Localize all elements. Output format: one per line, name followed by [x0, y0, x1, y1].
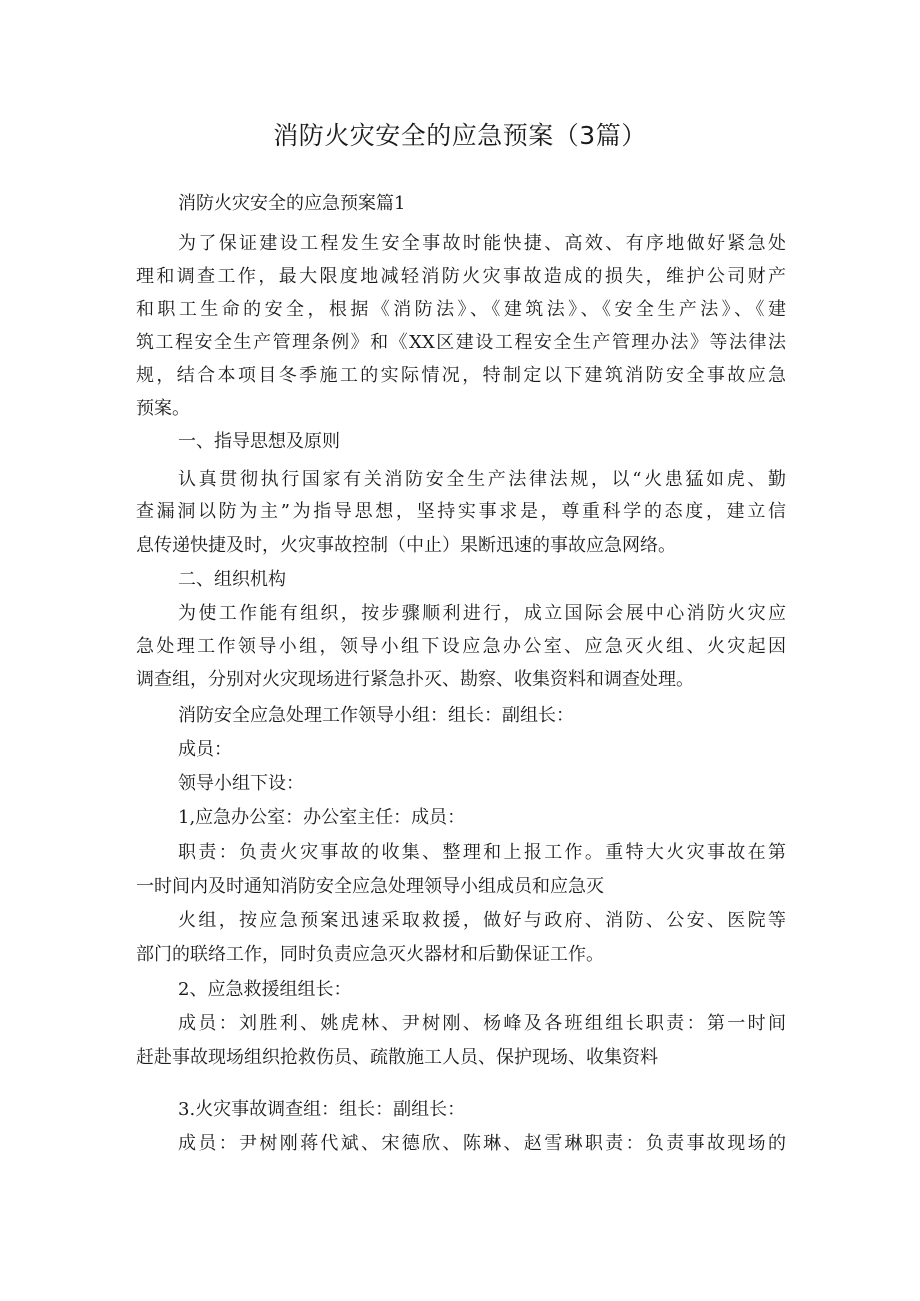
body-line: 成员：刘胜利、姚虎林、尹树刚、杨峰及各班组组长职责：第一时间 [178, 1013, 786, 1034]
body-line: 3.火灾事故调查组：组长：副组长： [178, 1099, 466, 1120]
body-line: 息传递快捷及时，火灾事故控制（中止）果断迅速的事故应急网络。 [136, 535, 676, 556]
body-line: 急处理工作领导小组，领导小组下设应急办公室、应急灭火组、火灾起因 [136, 636, 786, 657]
body-line: 查漏洞以防为主”为指导思想，坚持实事求是，尊重科学的态度，建立信 [136, 501, 786, 522]
body-line: 消防安全应急处理工作领导小组：组长：副组长： [178, 705, 574, 726]
body-line: 为了保证建设工程发生安全事故时能快捷、高效、有序地做好紧急处 [178, 233, 786, 254]
body-line: 认真贯彻执行国家有关消防安全生产法律法规，以“火患猛如虎、勤 [178, 469, 786, 490]
body-line: 为使工作能有组织，按步骤顺利进行，成立国际会展中心消防火灾应 [178, 603, 786, 624]
body-line: 赶赴事故现场组织抢救伤员、疏散施工人员、保护现场、收集资料 [136, 1047, 658, 1068]
body-line: 筑工程安全生产管理条例》和《XX区建设工程安全生产管理办法》等法律法 [136, 332, 786, 353]
body-line: 1,应急办公室：办公室主任：成员： [178, 807, 466, 828]
document-title: 消防火灾安全的应急预案（3篇） [273, 121, 647, 150]
body-line: 一、指导思想及原则 [178, 431, 340, 452]
body-line: 预案。 [136, 398, 190, 419]
body-line: 一时间内及时通知消防安全应急处理领导小组成员和应急灭 [136, 876, 604, 897]
body-line: 消防火灾安全的应急预案篇1 [178, 193, 406, 214]
body-line: 2、应急救援组组长： [178, 979, 352, 1000]
body-line: 领导小组下设： [178, 773, 304, 794]
body-line: 部门的联络工作，同时负责应急灭火器材和后勤保证工作。 [136, 944, 604, 965]
body-line: 调查组，分别对火灾现场进行紧急扑灭、勘察、收集资料和调查处理。 [136, 669, 694, 690]
body-line: 火组，按应急预案迅速采取救援，做好与政府、消防、公安、医院等 [178, 910, 786, 931]
body-line: 和职工生命的安全，根据《消防法》、《建筑法》、《安全生产法》、《建 [136, 299, 786, 320]
body-line: 成员：尹树刚蒋代斌、宋德欣、陈琳、赵雪琳职责：负责事故现场的 [178, 1133, 786, 1154]
body-line: 职责：负责火灾事故的收集、整理和上报工作。重特大火灾事故在第 [178, 842, 786, 863]
body-line: 二、组织机构 [178, 569, 286, 590]
body-line: 规，结合本项目冬季施工的实际情况，特制定以下建筑消防安全事故应急 [136, 365, 786, 386]
body-line: 成员： [178, 739, 232, 760]
body-line: 理和调查工作，最大限度地减轻消防火灾事故造成的损失，维护公司财产 [136, 266, 786, 287]
